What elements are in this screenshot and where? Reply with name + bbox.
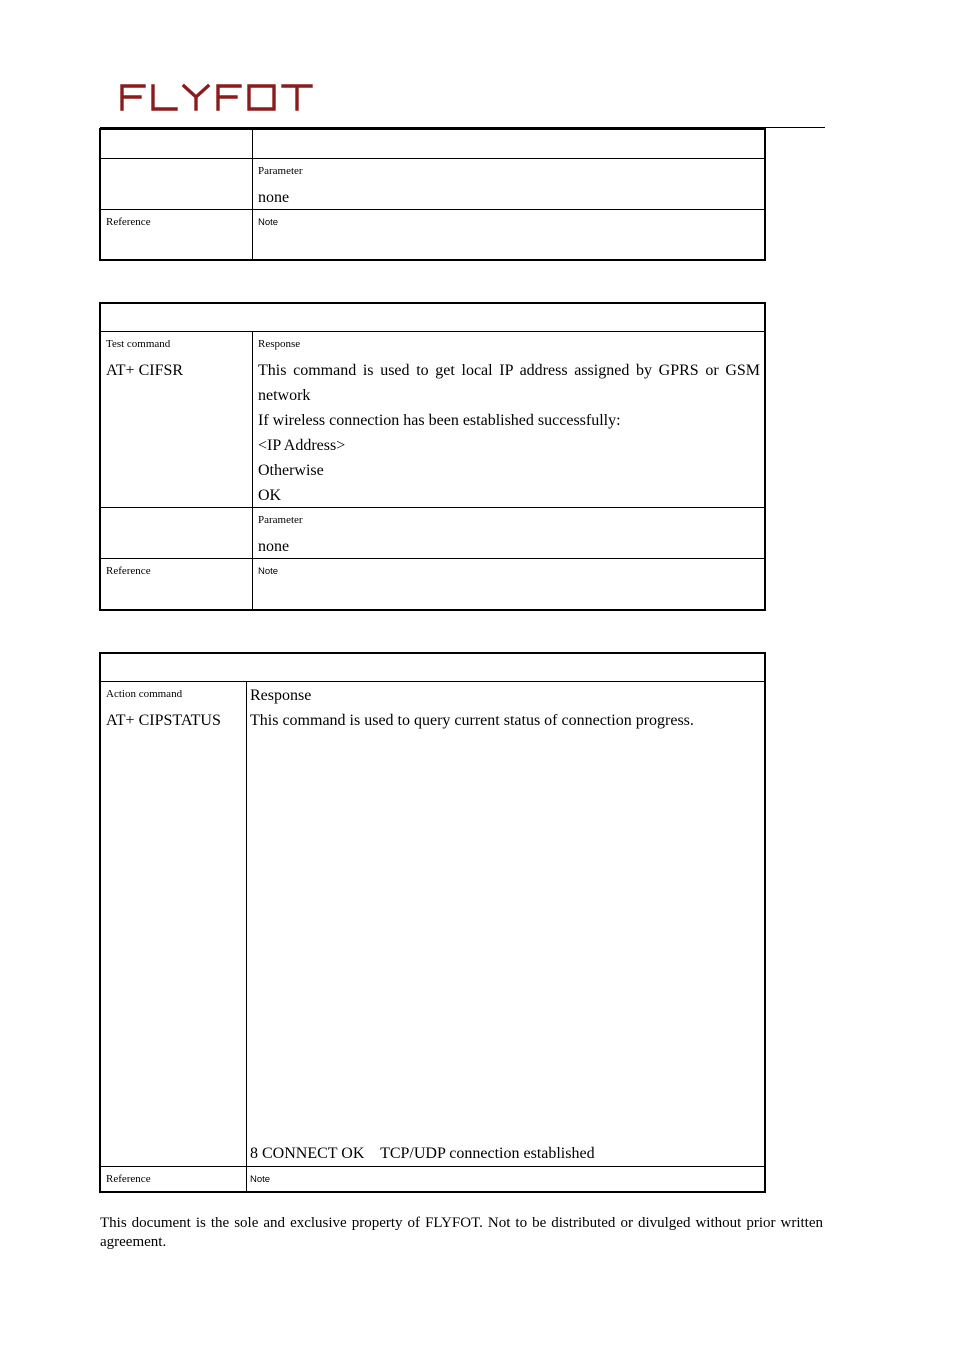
parameter-row xyxy=(101,159,764,210)
command-syntax: AT+ CIFSR xyxy=(106,362,184,379)
note-label: Note xyxy=(258,566,279,577)
parameter-row xyxy=(101,508,764,559)
reference-label: Reference xyxy=(106,216,151,228)
command-type-label: Test command xyxy=(106,338,171,350)
command-table-1 xyxy=(99,128,766,261)
status-line: 8 CONNECT OK TCP/UDP connection established xyxy=(250,1145,595,1162)
header-row xyxy=(101,130,764,159)
parameter-label: Parameter xyxy=(258,165,303,177)
command-row xyxy=(101,332,764,508)
command-type-label: Action command xyxy=(106,688,183,700)
reference-label: Reference xyxy=(106,565,151,577)
response-line: <IP Address> xyxy=(258,437,346,454)
response-line: This command is used to get local IP address assigned by GPRS or GSM xyxy=(258,362,760,379)
reference-row xyxy=(101,210,764,259)
parameter-value: none xyxy=(258,538,290,555)
response-line: Otherwise xyxy=(258,462,324,479)
response-label: Response xyxy=(258,338,301,350)
parameter-label: Parameter xyxy=(258,514,303,526)
parameter-value: none xyxy=(258,189,290,206)
command-row xyxy=(101,682,764,1167)
header-row xyxy=(101,654,764,682)
command-syntax: AT+ CIPSTATUS xyxy=(106,712,221,729)
response-line: This command is used to query current status of connection progress. xyxy=(250,712,694,729)
command-table-cifsr xyxy=(99,302,766,611)
reference-row xyxy=(101,1167,764,1191)
note-label: Note xyxy=(258,217,279,228)
reference-row xyxy=(101,559,764,609)
response-line: network xyxy=(258,387,311,404)
response-line: If wireless connection has been established successfully: xyxy=(258,412,621,429)
footer-disclaimer: This document is the sole and exclusive property of FLYFOT. Not to be distributed or divulged without prior written agreement. xyxy=(100,1215,823,1250)
reference-label: Reference xyxy=(106,1173,151,1185)
response-label: Response xyxy=(250,687,312,704)
header-row xyxy=(101,304,764,332)
note-label: Note xyxy=(250,1174,271,1185)
command-table-cipstatus xyxy=(99,652,766,1193)
flyfot-logo xyxy=(118,82,314,112)
response-line: OK xyxy=(258,487,282,504)
